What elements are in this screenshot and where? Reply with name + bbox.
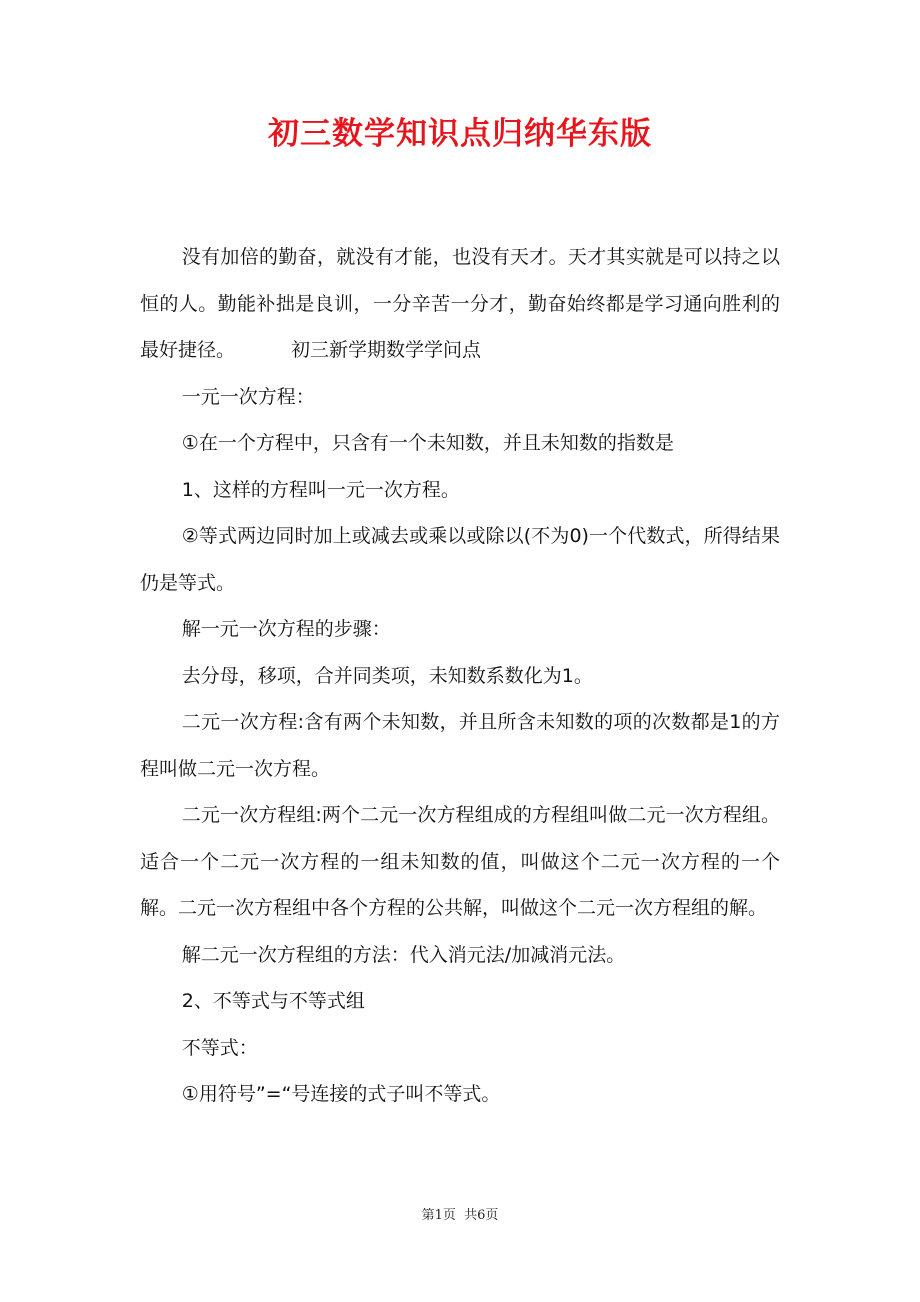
paragraph: 解一元一次方程的步骤： bbox=[181, 618, 391, 640]
section-heading-inline: 初三新学期数学学问点 bbox=[291, 339, 482, 361]
paragraph: 不等式： bbox=[181, 1036, 258, 1059]
paragraph: ①在一个方程中，只含有一个未知数，并且未知数的指数是 bbox=[181, 432, 674, 454]
page-footer bbox=[0, 1206, 920, 1226]
paragraph: 二元一次方程组:两个二元一次方程组成的方程组叫做二元一次方程组。适合一个二元一次方程的一组未知数的值，叫做这个二元一次方程的一个解。二元一次方程组中各个方程的公共解，叫做这个二元一次方程组的解。 bbox=[140, 804, 780, 919]
page-number: 第1页 bbox=[421, 1208, 456, 1223]
paragraph: 一元一次方程： bbox=[181, 385, 315, 408]
paragraph-intro-text: 没有加倍的勤奋，就没有才能，也没有天才。天才其实就是可以持之以恒的人。勤能补拙是良训，一分辛苦一分才，勤奋始终都是学习通向胜利的最好捷径。 bbox=[140, 246, 780, 361]
paragraph: 1、这样的方程叫一元一次方程。 bbox=[181, 478, 460, 501]
paragraph: 二元一次方程:含有两个未知数，并且所含未知数的项的次数都是1的方程叫做二元一次方程。 bbox=[140, 711, 780, 780]
paragraph-intro bbox=[140, 234, 780, 374]
paragraph: 2、不等式与不等式组 bbox=[181, 990, 365, 1012]
page-total: 共6页 bbox=[464, 1208, 499, 1223]
paragraph: ②等式两边同时加上或减去或乘以或除以(不为0)一个代数式，所得结果仍是等式。 bbox=[140, 525, 780, 594]
paragraph: 解二元一次方程组的方法：代入消元法/加减消元法。 bbox=[181, 943, 626, 966]
paragraph: ①用符号”=“号连接的式子叫不等式。 bbox=[181, 1083, 501, 1105]
paragraph: 去分母，移项，合并同类项，未知数系数化为1。 bbox=[181, 664, 593, 687]
document-body bbox=[140, 234, 780, 1118]
document-title: 初三数学知识点归纳华东版 bbox=[268, 116, 652, 152]
